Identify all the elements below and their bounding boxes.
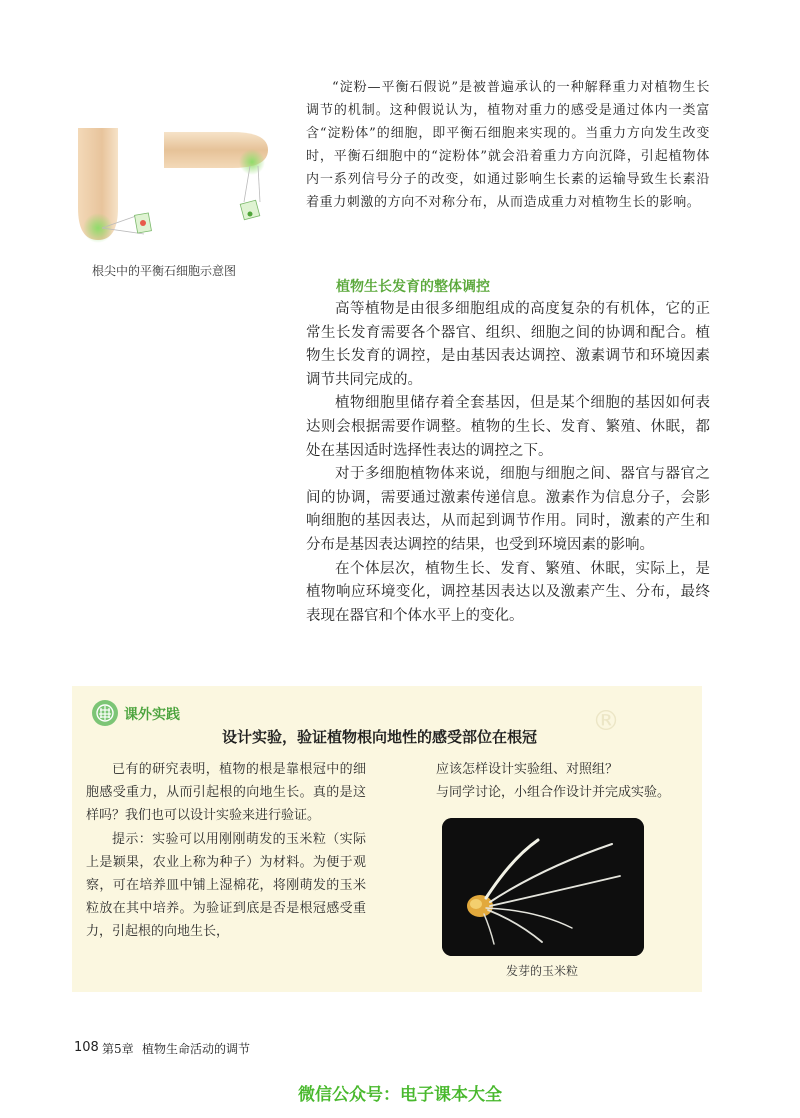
page-number: 108 — [74, 1040, 99, 1055]
practice-left-column — [86, 758, 366, 944]
photo-caption: 发芽的玉米粒 — [506, 964, 579, 978]
practice-icon — [92, 700, 118, 726]
practice-title: 设计实验，验证植物根向地性的感受部位在根冠 — [222, 728, 538, 746]
registered-mark: ® — [592, 704, 620, 737]
practice-box — [72, 686, 702, 992]
body-paragraph: 植物细胞里储存着全套基因，但是某个细胞的基因如何表达则会根据需要作调整。植物的生长、发育、繁殖、休眠，都处在基因适时选择性表达的调控之下。 — [306, 395, 710, 459]
section-heading: 植物生长发育的整体调控 — [336, 279, 490, 295]
practice-paragraph: 与同学讨论，小组合作设计并完成实验。 — [436, 785, 671, 801]
figure-caption: 根尖中的平衡石细胞示意图 — [92, 264, 237, 278]
section-body — [306, 298, 710, 628]
practice-paragraph: 应该怎样设计实验组、对照组？ — [436, 762, 619, 777]
practice-paragraph: 已有的研究表明，植物的根是靠根冠中的细胞感受重力，从而引起根的向地生长。真的是这样吗？我们也可以设计实验来进行验证。 — [86, 762, 366, 824]
practice-paragraph: 提示：实验可以用刚刚萌发的玉米粒（实际上是颖果，农业上称为种子）为材料。为便于观察，可在培养皿中铺上湿棉花，将刚萌发的玉米粒放在其中培养。为验证到底是否是根冠感受重力，引起根的向地生长， — [86, 831, 366, 940]
body-paragraph: 对于多细胞植物体来说，细胞与细胞之间、器官与器官之间的协调，需要通过激素传递信息。激素作为信息分子，会影响细胞的基因表达，从而起到调节作用。同时，激素的产生和分布是基因表达调控的结果，也受到环境因素的影响。 — [306, 466, 710, 553]
root-tip-illustration — [72, 128, 272, 246]
practice-label: 课外实践 — [124, 707, 180, 723]
chapter-title: 植物生命活动的调节 — [142, 1042, 251, 1056]
body-paragraph: 在个体层次，植物生长、发育、繁殖、休眠，实际上，是植物响应环境变化，调控基因表达以及激素产生、分布，最终表现在器官和个体水平上的变化。 — [306, 560, 710, 624]
hypothesis-paragraph: “淀粉—平衡石假说”是被普遍承认的一种解释重力对植物生长调节的机制。这种假说认为，植物对重力的感受是通过体内一类富含“淀粉体”的细胞，即平衡石细胞来实现的。当重力方向发生改变时，平衡石细胞中的“淀粉体”就会沿着重力方向沉降，引起植物体内一系列信号分子的改变，如通过影响生长素的运输导致生长素沿着重力刺激的方向不对称分布，从而造成重力对植物生长的影响。 — [306, 80, 710, 210]
practice-right-column — [410, 758, 690, 804]
body-paragraph: 高等植物是由很多细胞组成的高度复杂的有机体，它的正常生长发育需要各个器官、组织、细胞之间的协调和配合。植物生长发育的调控，是由基因表达调控、激素调节和环境因素调节共同完成的。 — [306, 301, 710, 388]
wechat-footer-text: 微信公众号：电子课本大全 — [298, 1085, 502, 1105]
germinating-corn-photo — [442, 818, 644, 956]
root-tip-figure — [72, 128, 272, 246]
corn-seed-illustration — [442, 818, 644, 956]
chapter-label: 第5章 — [102, 1042, 134, 1056]
